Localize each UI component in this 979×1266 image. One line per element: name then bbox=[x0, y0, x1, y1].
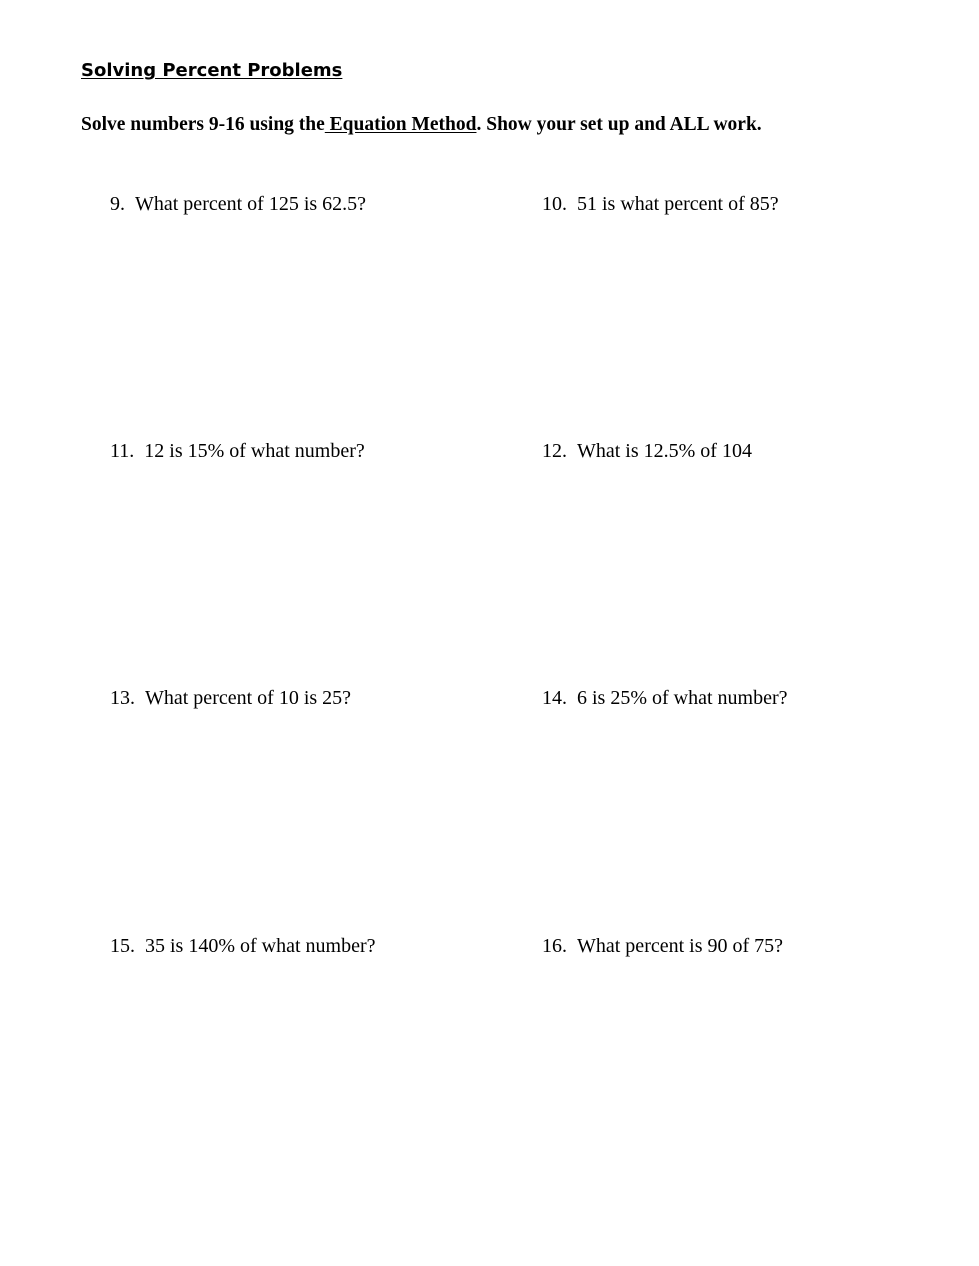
problem-text: 51 is what percent of 85? bbox=[577, 193, 779, 215]
problem-number: 9. bbox=[110, 193, 125, 215]
problem-number: 15. bbox=[110, 935, 135, 957]
problem-14 bbox=[542, 687, 788, 710]
instructions-lead: Solve numbers 9-16 using the bbox=[81, 114, 325, 135]
problem-number: 11. bbox=[110, 440, 135, 462]
problem-text: 12 is 15% of what number? bbox=[144, 440, 365, 462]
problem-number: 13. bbox=[110, 687, 135, 709]
instructions-tail: . Show your set up and ALL work. bbox=[476, 114, 762, 135]
problem-text: What is 12.5% of 104 bbox=[577, 440, 752, 462]
problem-text: What percent of 10 is 25? bbox=[145, 687, 352, 709]
problem-16 bbox=[542, 935, 783, 958]
problem-number: 10. bbox=[542, 193, 567, 215]
instructions-method: Equation Method bbox=[324, 114, 477, 135]
problem-12 bbox=[542, 440, 752, 463]
problem-number: 16. bbox=[542, 935, 567, 957]
page-title: Solving Percent Problems bbox=[81, 60, 343, 81]
problem-text: 6 is 25% of what number? bbox=[577, 687, 788, 709]
problem-number: 12. bbox=[542, 440, 567, 462]
problem-text: What percent is 90 of 75? bbox=[577, 935, 784, 957]
problem-10 bbox=[542, 193, 779, 216]
problem-11 bbox=[110, 440, 365, 463]
problem-text: 35 is 140% of what number? bbox=[145, 935, 376, 957]
problem-number: 14. bbox=[542, 687, 567, 709]
problem-15 bbox=[110, 935, 376, 958]
problem-9 bbox=[110, 193, 366, 216]
problem-13 bbox=[110, 687, 351, 710]
problem-text: What percent of 125 is 62.5? bbox=[135, 193, 367, 215]
instructions bbox=[81, 114, 762, 136]
